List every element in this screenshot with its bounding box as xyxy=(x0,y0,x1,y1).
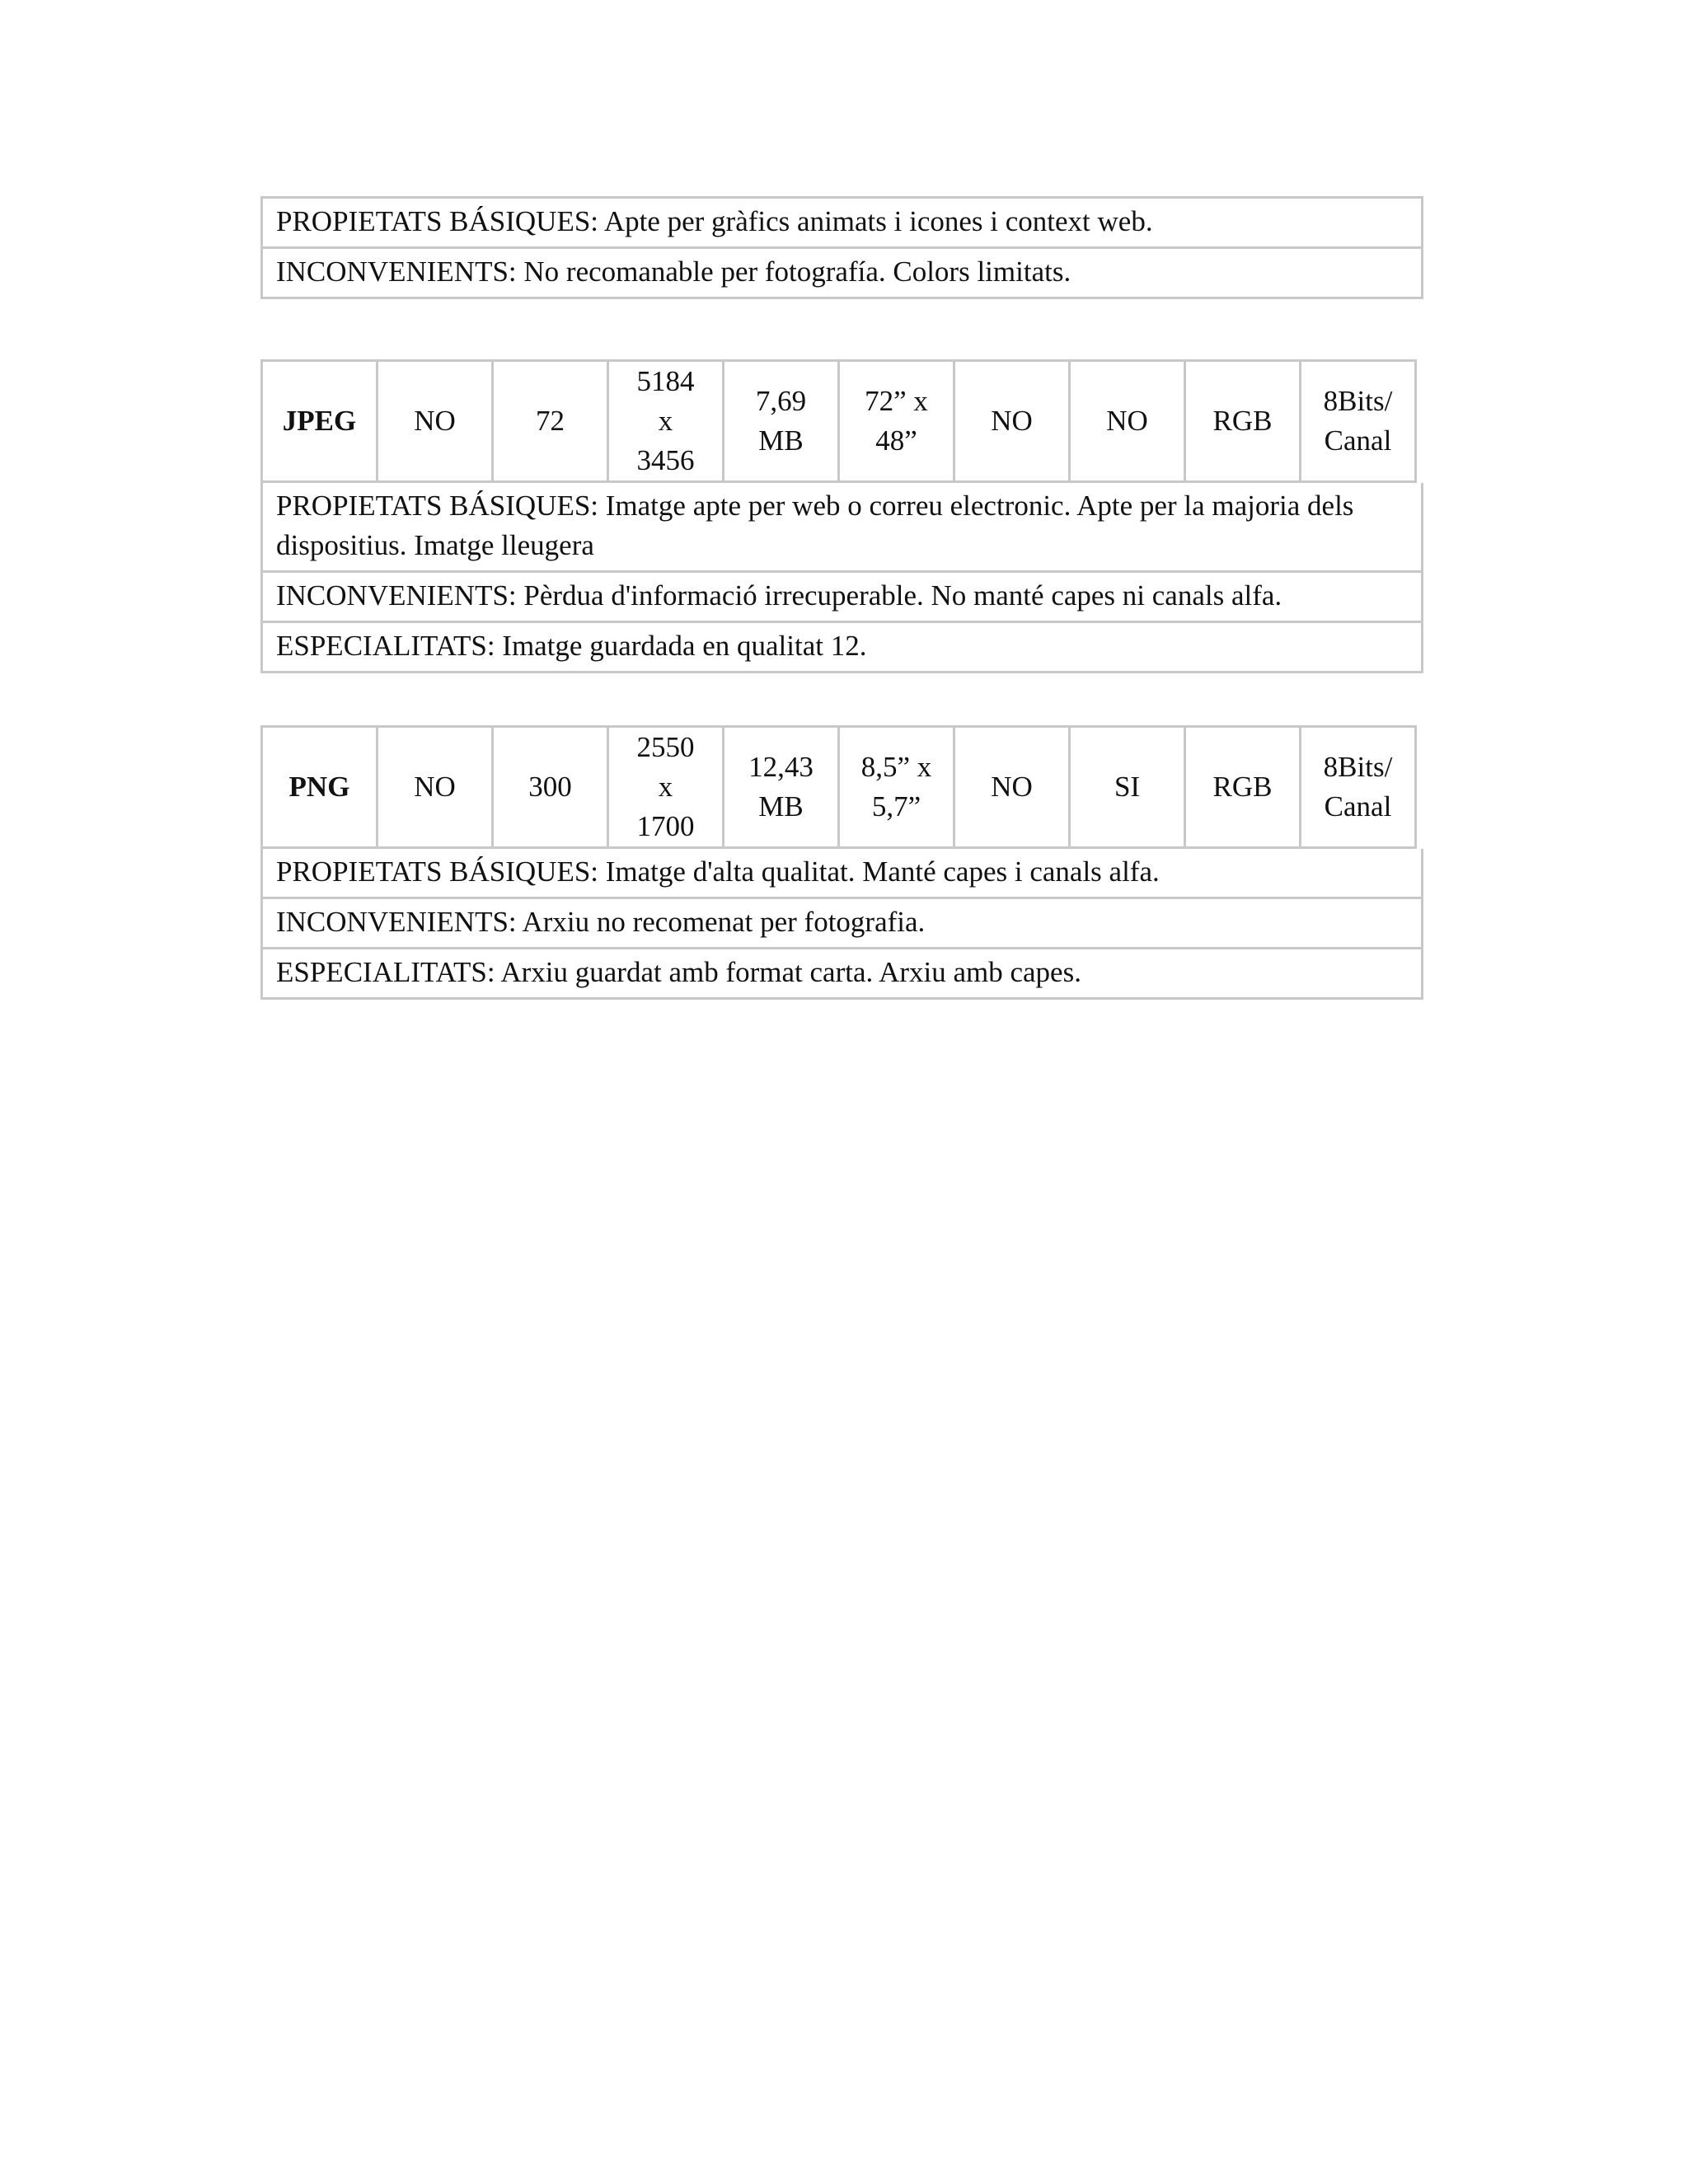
print-size-cell: 8,5” x 5,7” xyxy=(839,727,954,848)
table-row xyxy=(262,483,1423,572)
bit-depth-cell: 8Bits/ Canal xyxy=(1301,361,1416,482)
pixel-dimensions-cell: 2550 x 1700 xyxy=(608,727,724,848)
note-specialties: ESPECIALITATS: Imatge guardada en qualitat 12. xyxy=(262,622,1423,673)
format-name-cell: JPEG xyxy=(262,361,377,482)
jpeg-spec-table xyxy=(260,359,1417,483)
png-block xyxy=(260,725,1423,1000)
print-size-cell: 72” x 48” xyxy=(839,361,954,482)
table-row xyxy=(262,248,1423,298)
png-notes-table xyxy=(260,849,1423,1000)
bit-depth-cell: 8Bits/ Canal xyxy=(1301,727,1416,848)
table-row xyxy=(262,572,1423,622)
note-properties: PROPIETATS BÁSIQUES: Imatge apte per web o correu electronic. Apte per la majoria dels dispositius. Imatge lleugera xyxy=(262,483,1423,572)
table-row xyxy=(262,727,1416,848)
table-row xyxy=(262,622,1423,673)
spec-cell: NO xyxy=(1070,361,1185,482)
spec-cell: NO xyxy=(377,361,493,482)
resolution-cell: 72 xyxy=(493,361,608,482)
color-mode-cell: RGB xyxy=(1185,727,1301,848)
spec-cell: NO xyxy=(377,727,493,848)
table-row xyxy=(262,849,1423,898)
file-size-cell: 7,69 MB xyxy=(724,361,839,482)
note-properties: PROPIETATS BÁSIQUES: Apte per gràfics animats i icones i context web. xyxy=(262,198,1423,248)
note-drawbacks: INCONVENIENTS: Arxiu no recomenat per fotografia. xyxy=(262,898,1423,949)
table-row xyxy=(262,361,1416,482)
jpeg-block xyxy=(260,359,1423,673)
table-row xyxy=(262,949,1423,999)
spec-cell: NO xyxy=(954,361,1070,482)
spec-cell: SI xyxy=(1070,727,1185,848)
note-drawbacks: INCONVENIENTS: Pèrdua d'informació irrecuperable. No manté capes ni canals alfa. xyxy=(262,572,1423,622)
png-spec-table xyxy=(260,725,1417,849)
resolution-cell: 300 xyxy=(493,727,608,848)
jpeg-notes-table xyxy=(260,483,1423,673)
note-properties: PROPIETATS BÁSIQUES: Imatge d'alta qualitat. Manté capes i canals alfa. xyxy=(262,849,1423,898)
pixel-dimensions-cell: 5184 x 3456 xyxy=(608,361,724,482)
file-size-cell: 12,43 MB xyxy=(724,727,839,848)
note-drawbacks: INCONVENIENTS: No recomanable per fotografía. Colors limitats. xyxy=(262,248,1423,298)
spec-cell: NO xyxy=(954,727,1070,848)
gif-notes-block xyxy=(260,196,1423,299)
color-mode-cell: RGB xyxy=(1185,361,1301,482)
gif-notes-table xyxy=(260,196,1423,299)
table-row xyxy=(262,198,1423,248)
format-name-cell: PNG xyxy=(262,727,377,848)
table-row xyxy=(262,898,1423,949)
note-specialties: ESPECIALITATS: Arxiu guardat amb format carta. Arxiu amb capes. xyxy=(262,949,1423,999)
